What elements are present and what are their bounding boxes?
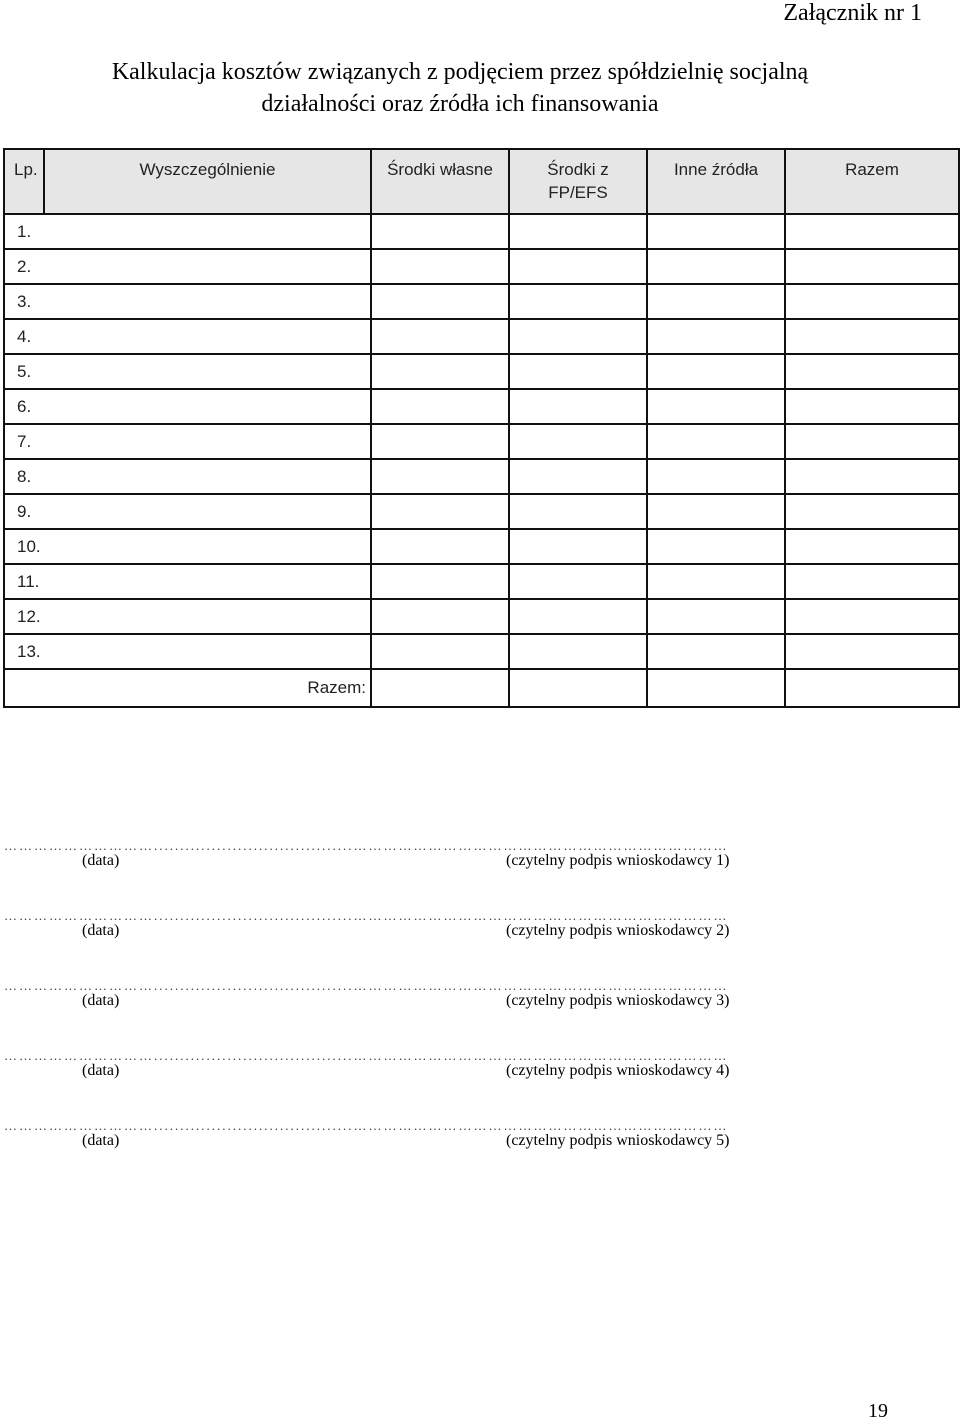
cell-sum[interactable]	[785, 389, 959, 424]
title-line-2: działalności oraz źródła ich finansowania	[261, 91, 659, 117]
cell-own-funds[interactable]	[371, 354, 509, 389]
signature-line	[0, 840, 960, 880]
cell-sum[interactable]	[785, 599, 959, 634]
row-number: 1.	[4, 214, 44, 249]
page-number: 19	[868, 1400, 888, 1422]
cell-other-sources[interactable]	[647, 634, 785, 669]
cell-item[interactable]	[44, 319, 371, 354]
row-number: 4.	[4, 319, 44, 354]
table-row	[4, 529, 959, 564]
cell-item[interactable]	[44, 529, 371, 564]
cell-own-funds[interactable]	[371, 389, 509, 424]
header-fp-efs-line-2: FP/EFS	[548, 183, 608, 202]
cell-item[interactable]	[44, 389, 371, 424]
signature-dots: …………………………......................................…………………………………………………………………	[4, 840, 729, 852]
signature-dots: …………………………......................................…………………………………………………………………	[4, 1050, 729, 1062]
total-fp-efs[interactable]	[509, 669, 647, 707]
cell-sum[interactable]	[785, 634, 959, 669]
cell-fp-efs[interactable]	[509, 529, 647, 564]
cell-other-sources[interactable]	[647, 529, 785, 564]
cell-fp-efs[interactable]	[509, 389, 647, 424]
header-lp: Lp.	[4, 149, 44, 214]
cell-own-funds[interactable]	[371, 564, 509, 599]
table-row	[4, 319, 959, 354]
total-other-sources[interactable]	[647, 669, 785, 707]
table-row	[4, 214, 959, 249]
cell-sum[interactable]	[785, 529, 959, 564]
header-fp-efs	[509, 149, 647, 214]
row-number: 13.	[4, 634, 44, 669]
table-row	[4, 284, 959, 319]
table-header-row	[4, 149, 959, 214]
cell-sum[interactable]	[785, 354, 959, 389]
cell-fp-efs[interactable]	[509, 214, 647, 249]
cell-fp-efs[interactable]	[509, 319, 647, 354]
total-sum[interactable]	[785, 669, 959, 707]
title-line-1: Kalkulacja kosztów związanych z podjęciem przez spółdzielnię socjalną	[111, 59, 809, 85]
row-number: 12.	[4, 599, 44, 634]
cell-sum[interactable]	[785, 214, 959, 249]
cell-own-funds[interactable]	[371, 634, 509, 669]
cell-item[interactable]	[44, 284, 371, 319]
cell-own-funds[interactable]	[371, 459, 509, 494]
cell-other-sources[interactable]	[647, 214, 785, 249]
cell-item[interactable]	[44, 564, 371, 599]
cell-other-sources[interactable]	[647, 319, 785, 354]
header-item: Wyszczególnienie	[44, 149, 371, 214]
date-caption: (data)	[82, 1132, 120, 1149]
cell-other-sources[interactable]	[647, 599, 785, 634]
row-number: 9.	[4, 494, 44, 529]
row-number: 2.	[4, 249, 44, 284]
signature-caption: (czytelny podpis wnioskodawcy 1)	[506, 852, 730, 869]
cell-fp-efs[interactable]	[509, 564, 647, 599]
total-own-funds[interactable]	[371, 669, 509, 707]
header-own-funds: Środki własne	[371, 149, 509, 214]
cell-own-funds[interactable]	[371, 249, 509, 284]
table-row	[4, 634, 959, 669]
cell-fp-efs[interactable]	[509, 599, 647, 634]
table-row	[4, 599, 959, 634]
row-number: 5.	[4, 354, 44, 389]
total-row	[4, 669, 959, 707]
cell-sum[interactable]	[785, 284, 959, 319]
cell-other-sources[interactable]	[647, 389, 785, 424]
cell-own-funds[interactable]	[371, 319, 509, 354]
cell-own-funds[interactable]	[371, 494, 509, 529]
row-number: 7.	[4, 424, 44, 459]
signature-dots: …………………………......................................…………………………………………………………………	[4, 910, 729, 922]
cell-own-funds[interactable]	[371, 529, 509, 564]
cell-sum[interactable]	[785, 249, 959, 284]
header-fp-efs-line-1: Środki z	[547, 160, 609, 179]
cell-fp-efs[interactable]	[509, 424, 647, 459]
cell-own-funds[interactable]	[371, 599, 509, 634]
signature-caption: (czytelny podpis wnioskodawcy 3)	[506, 992, 730, 1009]
cell-other-sources[interactable]	[647, 564, 785, 599]
total-label: Razem:	[4, 669, 371, 707]
cell-sum[interactable]	[785, 564, 959, 599]
cell-item[interactable]	[44, 599, 371, 634]
signature-line	[0, 1050, 960, 1090]
signature-caption: (czytelny podpis wnioskodawcy 4)	[506, 1062, 730, 1079]
cell-other-sources[interactable]	[647, 249, 785, 284]
signature-dots: …………………………......................................…………………………………………………………………	[4, 1120, 729, 1132]
signature-caption: (czytelny podpis wnioskodawcy 2)	[506, 922, 730, 939]
row-number: 10.	[4, 529, 44, 564]
date-caption: (data)	[82, 1062, 120, 1079]
cost-calculation-table	[3, 148, 960, 708]
cell-item[interactable]	[44, 214, 371, 249]
cell-other-sources[interactable]	[647, 424, 785, 459]
cell-fp-efs[interactable]	[509, 249, 647, 284]
date-caption: (data)	[82, 852, 120, 869]
table-row	[4, 354, 959, 389]
row-number: 3.	[4, 284, 44, 319]
cell-sum[interactable]	[785, 494, 959, 529]
header-sum: Razem	[785, 149, 959, 214]
signature-caption: (czytelny podpis wnioskodawcy 5)	[506, 1132, 730, 1149]
table-row	[4, 389, 959, 424]
cell-item[interactable]	[44, 494, 371, 529]
signature-line	[0, 980, 960, 1020]
cell-item[interactable]	[44, 354, 371, 389]
cell-own-funds[interactable]	[371, 284, 509, 319]
cell-item[interactable]	[44, 249, 371, 284]
row-number: 8.	[4, 459, 44, 494]
cell-other-sources[interactable]	[647, 459, 785, 494]
row-number: 6.	[4, 389, 44, 424]
table-row	[4, 459, 959, 494]
signature-line	[0, 1120, 960, 1160]
row-number: 11.	[4, 564, 44, 599]
annex-label: Załącznik nr 1	[783, 0, 922, 26]
date-caption: (data)	[82, 922, 120, 939]
cell-fp-efs[interactable]	[509, 284, 647, 319]
table-row	[4, 494, 959, 529]
cell-sum[interactable]	[785, 319, 959, 354]
cell-sum[interactable]	[785, 424, 959, 459]
cell-item[interactable]	[44, 424, 371, 459]
cell-item[interactable]	[44, 634, 371, 669]
cell-fp-efs[interactable]	[509, 634, 647, 669]
cell-item[interactable]	[44, 459, 371, 494]
cell-fp-efs[interactable]	[509, 459, 647, 494]
table-row	[4, 564, 959, 599]
cell-other-sources[interactable]	[647, 494, 785, 529]
header-other-sources: Inne źródła	[647, 149, 785, 214]
table-row	[4, 249, 959, 284]
cell-own-funds[interactable]	[371, 424, 509, 459]
cell-other-sources[interactable]	[647, 284, 785, 319]
cell-own-funds[interactable]	[371, 214, 509, 249]
document-title	[0, 56, 920, 120]
cell-sum[interactable]	[785, 459, 959, 494]
cell-fp-efs[interactable]	[509, 354, 647, 389]
table-row	[4, 424, 959, 459]
date-caption: (data)	[82, 992, 120, 1009]
cell-fp-efs[interactable]	[509, 494, 647, 529]
signature-line	[0, 910, 960, 950]
cell-other-sources[interactable]	[647, 354, 785, 389]
signature-dots: …………………………......................................…………………………………………………………………	[4, 980, 729, 992]
